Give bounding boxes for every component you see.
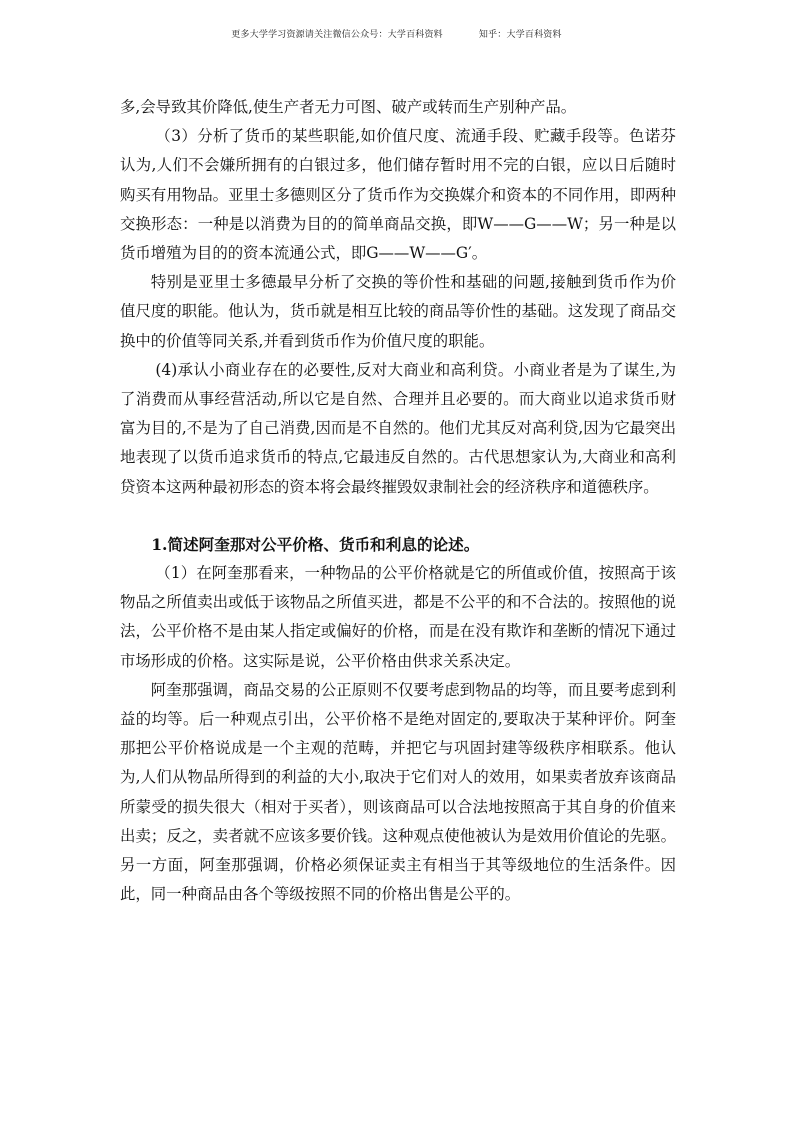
paragraph-small-commerce: (4)承认小商业存在的必要性,反对大商业和高利贷。小商业者是为了谋生,为了消费而从事经营活动,所以它是自然、合理并且必要的。而大商业以追求货币财富为目的,不是为了自己消费,因而是不自然的。他们尤其反对高利贷,因为它最突出地表现了以货币追求货币的特点,它最违反自然的。古代思想家认为,大商业和高利贷资本这两种最初形态的资本将会最终摧毁奴隶制社会的经济秩序和道德秩序。	[120, 360, 676, 496]
section-heading: 1.简述阿奎那对公平价格、货币和利息的论述。	[151, 534, 480, 554]
document-body	[120, 93, 676, 909]
paragraph-aquinas-utility: 阿奎那强调，商品交易的公正原则不仅要考虑到物品的均等，而且要考虑到利益的均等。后一种观点引出，公平价格不是绝对固定的,要取决于某种评价。阿奎那把公平价格说成是一个主观的范畴，并把它与巩固封建等级秩序相联系。他认为,人们从物品所得到的利益的大小,取决于它们对人的效用，如果卖者放弃该商品所蒙受的损失很大（相对于买者），则该商品可以合法地按照高于其自身的价值来出卖；反之，卖者就不应该多要价钱。这种观点使他被认为是效用价值论的先驱。另一方面，阿奎那强调，价格必须保证卖主有相当于其等级地位的生活条件。因此，同一种商品由各个等级按照不同的价格出售是公平的。	[120, 680, 676, 904]
page-header	[0, 27, 793, 40]
paragraph-continuation: 多,会导致其价降低,使生产者无力可图、破产或转而生产别种产品。	[120, 98, 577, 116]
paragraph-money-functions: （3）分析了货币的某些职能,如价值尺度、流通手段、贮藏手段等。色诺芬认为,人们不会嫌所拥有的白银过多，他们储存暂时用不完的白银，应以日后随时购买有用物品。亚里士多德则区分了货币作为交换媒介和资本的不同作用，即两种交换形态：一种是以消费为目的的简单商品交换，即W——G——W；另一种是以货币增殖为目的的资本流通公式，即G——W——G′。	[120, 127, 676, 263]
paragraph-fair-price: （1）在阿奎那看来，一种物品的公平价格就是它的所值或价值，按照高于该物品之所值卖出或低于该物品之所值买进，都是不公平的和不合法的。按照他的说法，公平价格不是由某人指定或偏好的价格，而是在没有欺诈和垄断的情况下通过市场形成的价格。这实际是说，公平价格由供求关系决定。	[120, 564, 676, 670]
header-zhihu-text: 知乎：大学百科资料	[478, 30, 562, 40]
header-wechat-text: 更多大学学习资源请关注微信公众号：大学百科资料	[231, 30, 443, 40]
paragraph-aristotle-exchange: 特别是亚里士多德最早分析了交换的等价性和基础的问题,接触到货币作为价值尺度的职能。他认为，货币就是相互比较的商品等价性的基础。这发现了商品交换中的价值等同关系,并看到货币作为价值尺度的职能。	[120, 273, 676, 350]
